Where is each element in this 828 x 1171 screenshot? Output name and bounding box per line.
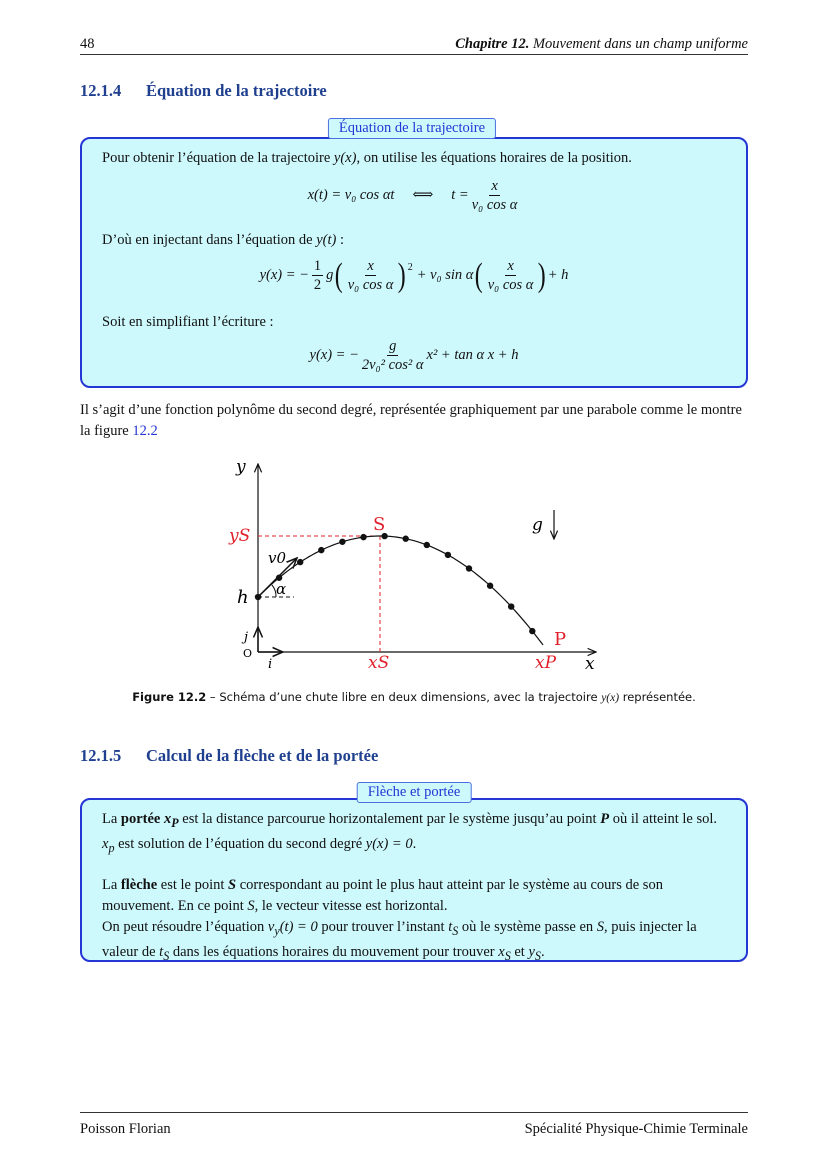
math: S — [596, 919, 605, 935]
trajectory-point — [360, 534, 366, 540]
paren-open: ( — [335, 256, 344, 294]
iff-symbol: ⟺ — [412, 187, 434, 203]
math-sub: y — [274, 923, 280, 938]
ys-label: yS — [229, 526, 251, 546]
footer-author: Poisson Florian — [80, 1121, 171, 1137]
math: (t) = 0 — [279, 919, 318, 935]
math — [164, 811, 179, 830]
text: Pour obtenir l’équation de la trajectoire — [102, 150, 334, 166]
text: est le point — [157, 877, 229, 893]
figure-reference-link[interactable]: 12.2 — [132, 423, 158, 439]
math: y(x) — [333, 150, 357, 166]
math: v — [267, 919, 275, 935]
trajectory-point — [297, 559, 303, 565]
text: et — [510, 943, 529, 960]
math: y(t) — [316, 232, 337, 248]
xs-label: xS — [368, 653, 390, 673]
v0-label: v0 — [268, 549, 287, 567]
math: x — [498, 943, 505, 960]
text: pour trouver l’instant — [317, 919, 449, 935]
trajectory-point — [255, 594, 261, 600]
text: On peut résoudre l’équation — [102, 919, 268, 935]
math: t — [448, 919, 453, 935]
trajectory-point — [508, 603, 514, 609]
math: x² + tan α x + h — [426, 347, 519, 363]
math-sub: S — [452, 923, 459, 938]
text: dans les équations horaires du mouvement pour trouver — [169, 943, 499, 960]
box-title-fleche-portee: Flèche et portée — [357, 782, 472, 803]
footer-course: Spécialité Physique-Chimie Terminale — [524, 1121, 748, 1137]
numerator: x — [507, 258, 514, 274]
caption-text: – Schéma d’une chute libre en deux dimensions, avec la trajectoire — [206, 690, 602, 704]
math: S — [247, 898, 255, 914]
x-axis-label: x — [585, 654, 595, 674]
text: Il s’agit d’une fonction polynôme du second degré, représentée graphiquement par une parabole comme le montre la figure — [80, 402, 742, 439]
page-footer — [80, 1112, 748, 1137]
trajectory-point — [445, 552, 451, 558]
denominator: v₀ cos α — [347, 277, 394, 293]
box2-paragraph-1 — [102, 809, 726, 859]
y-axis-label: y — [236, 457, 246, 477]
figure-caption — [0, 690, 828, 704]
math: x — [102, 835, 109, 852]
text: La — [102, 811, 121, 827]
trajectory-point — [466, 565, 472, 571]
chapter-name: Mouvement dans un champ uniforme — [532, 36, 748, 52]
box1-paragraph-3: Soit en simplifiant l’écriture : — [102, 314, 274, 330]
box-title-trajectory: Équation de la trajectoire — [328, 118, 496, 139]
section-heading-12-1-5 — [80, 746, 378, 766]
math-sub: S — [534, 948, 541, 963]
math: P — [600, 811, 610, 827]
term-fleche: flèche — [120, 877, 158, 893]
trajectory-point — [487, 583, 493, 589]
text: où le système passe en — [458, 919, 597, 935]
text: , puis injecter la valeur de — [102, 919, 697, 960]
text: . — [540, 943, 545, 960]
numerator: x — [367, 258, 374, 274]
section-number: 12.1.5 — [80, 746, 122, 765]
g-label: g — [532, 515, 543, 535]
math-sub: S — [504, 948, 511, 963]
math: y(x) = 0 — [365, 835, 413, 852]
text: où il atteint le sol. — [609, 811, 718, 827]
trajectory-point — [318, 547, 324, 553]
math-sub: P — [171, 815, 179, 830]
text: La — [102, 877, 121, 893]
box2-paragraph-2 — [102, 875, 726, 967]
j-label: j — [244, 630, 249, 645]
text: D’où en injectant dans l’équation de — [102, 232, 317, 248]
math: g — [326, 267, 334, 283]
chapter-label: Chapitre 12. — [455, 36, 530, 52]
section-title: Calcul de la flèche et de la portée — [146, 746, 379, 765]
denominator: v₀ cos α — [487, 277, 534, 293]
math: + h — [547, 267, 569, 283]
impact-label-p: P — [554, 629, 567, 650]
text: est solution de l’équation du second degré — [114, 835, 366, 852]
page-number: 48 — [80, 36, 95, 52]
text: , on utilise les équations horaires de la position. — [356, 150, 632, 166]
text: , le vecteur vitesse est horizontal. — [254, 898, 448, 914]
math: y — [528, 943, 535, 960]
trajectory-point — [403, 536, 409, 542]
h-label: h — [237, 587, 249, 608]
trajectory-point — [339, 539, 345, 545]
numerator: 1 — [313, 258, 322, 274]
alpha-label: α — [276, 580, 287, 598]
text: est la distance parcourue horizontalement par le système jusqu’au point — [178, 811, 601, 827]
math: y(x) = − — [309, 347, 359, 363]
caption-text: représentée. — [619, 690, 696, 704]
trajectory-curve — [258, 536, 543, 645]
numerator: x — [491, 178, 498, 194]
trajectory-points — [255, 533, 536, 634]
apex-label-s: S — [373, 514, 386, 535]
denominator: v₀ cos α — [471, 197, 518, 213]
math: + v₀ sin α — [416, 267, 474, 283]
fleche-portee-box — [80, 798, 748, 962]
trajectory-point — [424, 542, 430, 548]
trajectory-point — [529, 628, 535, 634]
math: x(t) = v₀ cos αt — [307, 187, 395, 203]
math: y(x) = − — [259, 267, 309, 283]
text: . — [412, 835, 417, 852]
text: correspondant au point le plus haut atteint par le système au cours de son mouvement. En ce point — [102, 877, 663, 914]
math: x — [164, 811, 172, 827]
section-number: 12.1.4 — [80, 81, 122, 100]
term-portee: portée — [120, 811, 161, 827]
paren-close: ) — [538, 256, 547, 294]
math: t — [159, 943, 164, 960]
origin-label: O — [243, 647, 253, 660]
xp-label: xP — [535, 653, 557, 673]
section-title: Équation de la trajectoire — [146, 81, 327, 100]
math-sub: p — [108, 840, 115, 855]
exponent: 2 — [407, 262, 413, 273]
math: t = — [451, 187, 469, 203]
i-label: i — [268, 657, 273, 672]
denominator: 2 — [313, 277, 322, 293]
paren-close: ) — [398, 256, 407, 294]
denominator: 2v₀² cos² α — [361, 357, 424, 373]
paren-open: ( — [475, 256, 484, 294]
numerator: g — [389, 338, 397, 354]
math: S — [228, 877, 237, 893]
caption-math: y(x) — [601, 692, 620, 704]
math-sub: S — [163, 948, 170, 963]
caption-label: Figure 12.2 — [132, 690, 207, 704]
text: : — [336, 232, 344, 248]
